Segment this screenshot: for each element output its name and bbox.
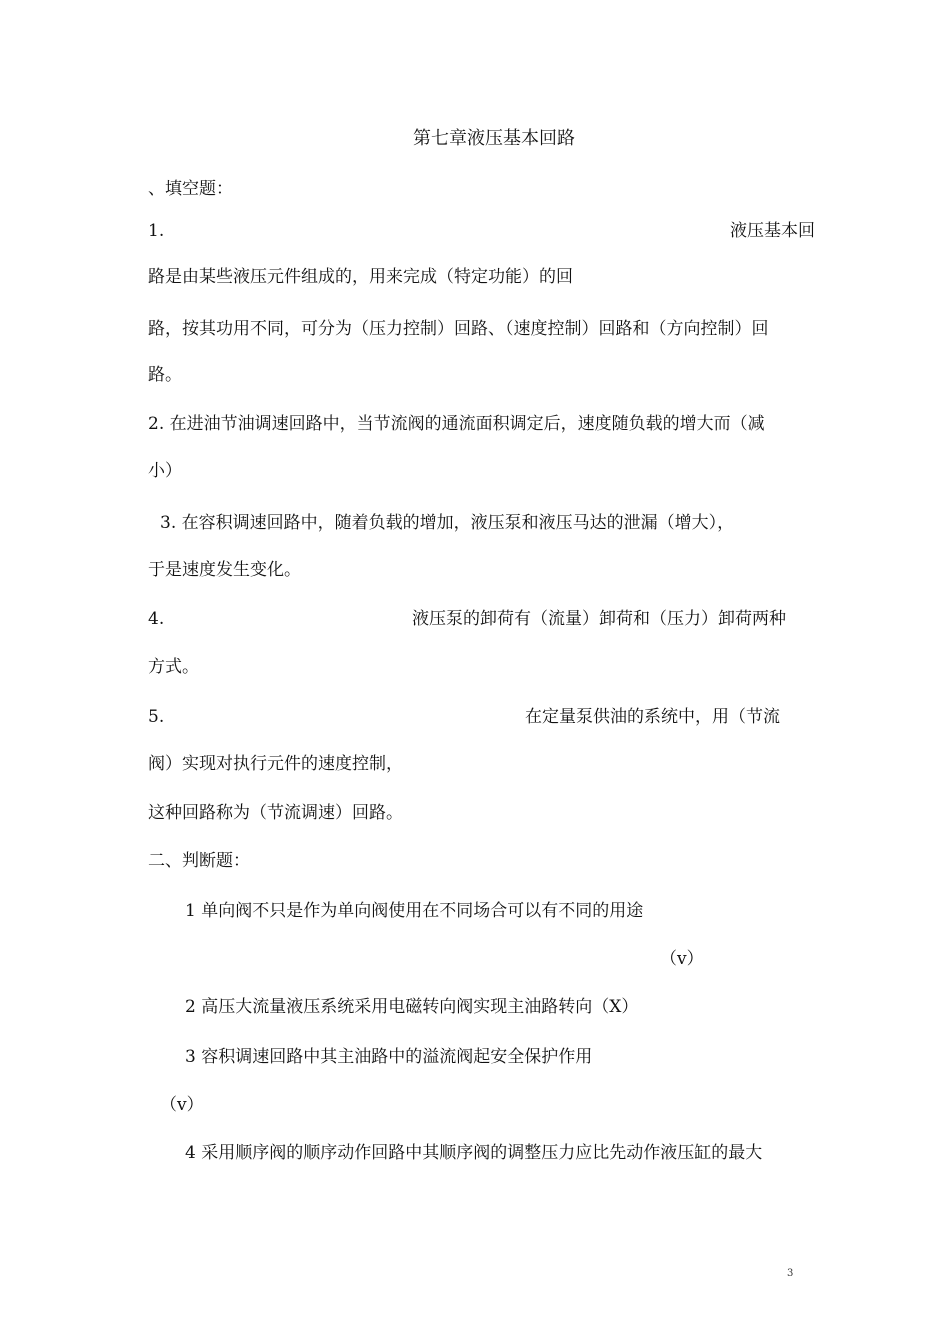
section-judgment-heading: 二、判断题： (148, 851, 250, 871)
q3-line2: 于是速度发生变化。 (148, 560, 301, 580)
q4-number: 4. (148, 609, 165, 629)
j4-text: 4 采用顺序阀的顺序动作回路中其顺序阀的调整压力应比先动作液压缸的最大 (185, 1143, 763, 1163)
q5-line2: 阀）实现对执行元件的速度控制， (148, 754, 403, 774)
j1-text: 1 单向阀不只是作为单向阀使用在不同场合可以有不同的用途 (185, 901, 644, 921)
q2-line2: 小） (148, 461, 182, 481)
section-fill-blank-heading: 、填空题： (148, 179, 233, 199)
page-number: 3 (787, 1268, 794, 1279)
q5-line3: 这种回路称为（节流调速）回路。 (148, 803, 403, 823)
j1-answer: （v） (660, 949, 704, 969)
q1-line1-tail: 液压基本回 (730, 221, 815, 241)
q4-line1-tail: 液压泵的卸荷有（流量）卸荷和（压力）卸荷两种 (412, 609, 786, 629)
j3-answer: （v） (160, 1095, 204, 1115)
q5-line1-tail: 在定量泵供油的系统中，用（节流 (525, 707, 780, 727)
q2-line1: 2. 在进油节油调速回路中，当节流阀的通流面积调定后，速度随负载的增大而（减 (148, 414, 765, 434)
q4-line2: 方式。 (148, 657, 199, 677)
q1-line4: 路。 (148, 365, 182, 385)
q3-line1: 3. 在容积调速回路中，随着负载的增加，液压泵和液压马达的泄漏（增大）， (160, 513, 735, 533)
j2-text: 2 高压大流量液压系统采用电磁转向阀实现主油路转向（X） (185, 997, 639, 1017)
q5-number: 5. (148, 707, 165, 727)
q1-number: 1. (148, 221, 165, 241)
j3-text: 3 容积调速回路中其主油路中的溢流阀起安全保护作用 (185, 1047, 593, 1067)
q1-line3: 路，按其功用不同，可分为（压力控制）回路、（速度控制）回路和（方向控制）回 (148, 319, 769, 339)
page-title: 第七章液压基本回路 (413, 128, 575, 149)
q1-line2: 路是由某些液压元件组成的，用来完成（特定功能）的回 (148, 267, 573, 287)
